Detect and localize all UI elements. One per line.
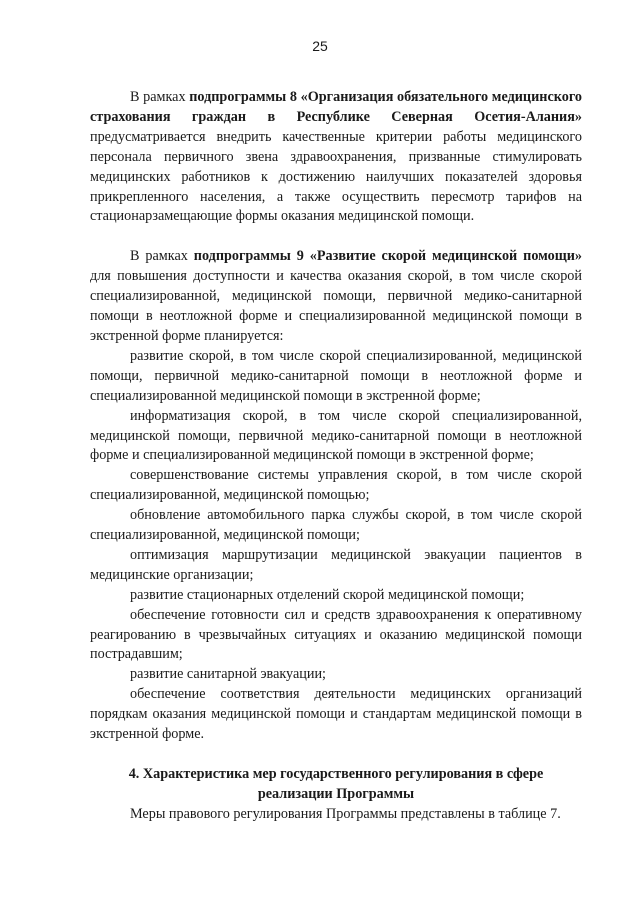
- list-item: развитие скорой, в том числе скорой специализированной, медицинской помощи, первичной медико-санитарной помощи в неотложной форме и специализированной медицинской помощи в экстренной форме;: [90, 347, 582, 404]
- list-item: развитие стационарных отделений скорой медицинской помощи;: [130, 586, 525, 603]
- paragraph-gap: [90, 227, 582, 247]
- section-text: Меры правового регулирования Программы представлены в таблице 7.: [130, 805, 561, 822]
- subprogram-9-title: подпрограммы 9 «Развитие скорой медицинской помощи»: [193, 248, 582, 265]
- paragraph-text: предусматривается внедрить качественные критерии работы медицинского персонала первичного звена здравоохранения, призванные стимулировать медицинских работников к достижению наилучших показателей здоровья прикрепленного населения, а также осуществить пересмотр тарифов на стационарзамещающие формы оказания медицинской помощи.: [90, 128, 582, 225]
- list-item: обеспечение соответствия деятельности медицинских организаций порядкам оказания медицинской помощи и стандартам медицинской помощи в экстренной форме.: [90, 686, 582, 743]
- paragraph-subprogram-9: [90, 247, 582, 347]
- list-item: обеспечение готовности сил и средств здравоохранения к оперативному реагированию в чрезвычайных ситуациях и оказанию медицинской помощи пострадавшим;: [90, 606, 582, 663]
- page-number: 25: [312, 38, 328, 54]
- paragraph-text: для повышения доступности и качества оказания скорой, в том числе скорой специализированной, медицинской помощи, первичной медико-санитарной помощи в неотложной форме и специализированной медицинской помощи в экстренной форме планируется:: [90, 268, 582, 344]
- paragraph-prefix: В рамках: [130, 89, 190, 105]
- list-item: обновление автомобильного парка службы скорой, в том числе скорой специализированной, медицинской помощи;: [90, 507, 582, 544]
- paragraph-prefix: В рамках: [130, 248, 194, 265]
- document-body: [90, 0, 582, 825]
- list-item: развитие санитарной эвакуации;: [130, 666, 326, 683]
- subprogram-8-title: подпрограммы 8 «Организация обязательного медицинского страхования граждан в Республике Северная Осетия-Алания»: [90, 89, 583, 125]
- section-heading: 4. Характеристика мер государственного регулирования в сфере реализации Программы: [128, 766, 544, 802]
- paragraph-subprogram-8: [90, 88, 582, 227]
- list-item: оптимизация маршрутизации медицинской эвакуации пациентов в медицинские организации;: [90, 546, 582, 583]
- list-item: информатизация скорой, в том числе скорой специализированной, медицинской помощи, первичной медико-санитарной помощи в неотложной форме и специализированной медицинской помощи в экстренной форме;: [90, 407, 582, 464]
- list-item: совершенствование системы управления скорой, в том числе скорой специализированной, медицинской помощью;: [90, 467, 582, 504]
